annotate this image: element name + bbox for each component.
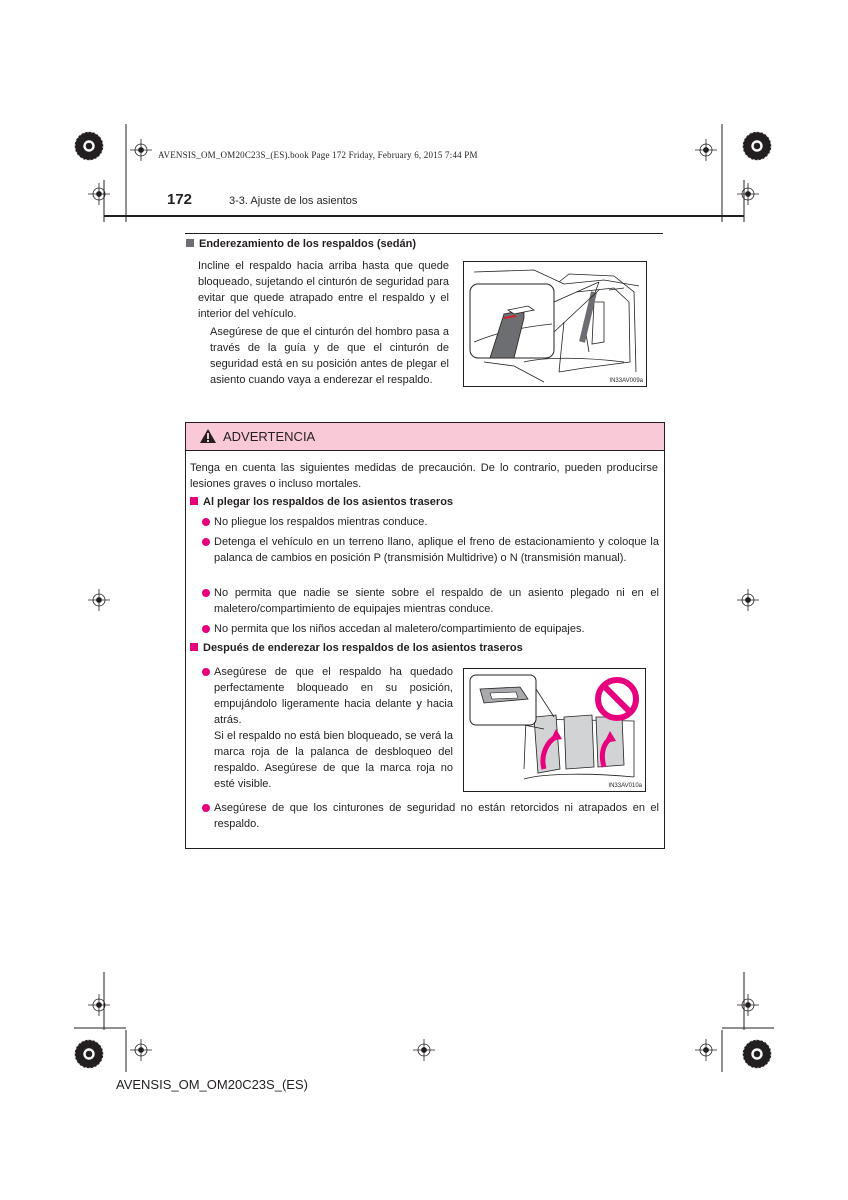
print-metadata: AVENSIS_OM_OM20C23S_(ES).book Page 172 Friday, February 6, 2015 7:44 PM [158,150,478,160]
locked-seatback-figure [463,668,646,792]
gray-square-icon [186,239,194,247]
warning-title: ADVERTENCIA [223,429,316,444]
warning-triangle-icon [199,428,217,444]
warning-bullet: Asegúrese de que el respaldo ha quedado perfectamente bloqueado en su posición, empujándolo ligeramente hacia delante y hacia atrás. [214,664,453,728]
figure-id: IN33AV009a [609,378,643,384]
seatback-illustration [464,262,646,386]
note-paragraph: Asegúrese de que el cinturón del hombro pasa a través de la guía y de que el cinturón de seguridad está en su posición antes de plegar el asiento cuando vaya a enderezar el respaldo. [210,326,449,386]
bullet-dot-icon [202,804,210,812]
warning-bullet: No permita que los niños accedan al maletero/compartimiento de equipajes. [214,621,659,637]
bullet-dot-icon [202,668,210,676]
warning-bullet: No pliegue los respaldos mientras conduce. [214,514,659,530]
pink-square-icon [190,497,198,505]
bullet-dot-icon [202,625,210,633]
topic-rule [185,233,663,234]
page-number: 172 [167,191,193,208]
instruction-paragraph: Incline el respaldo hacia arriba hasta que quede bloqueado, sujetando el cinturón de seguridad para evitar que quede atrapado entre el respaldo y el interior del vehículo. [198,260,449,320]
warning-section2-heading: Después de enderezar los respaldos de los asientos traseros [190,642,523,654]
prohibition-icon [598,680,636,718]
header-rule [104,215,744,217]
warning-bullet-continuation: Si el respaldo no está bien bloqueado, se verá la marca roja de la palanca de desbloqueo del respaldo. Asegúrese de que la marca roja no esté visible. [214,730,453,790]
footer-document-id: AVENSIS_OM_OM20C23S_(ES) [116,1077,308,1092]
bullet-dot-icon [202,538,210,546]
warning-section1-heading: Al plegar los respaldos de los asientos traseros [190,496,453,508]
topic-heading [186,238,416,250]
bullet-dot-icon [202,518,210,526]
figure-id: IN33AV010a [608,783,642,789]
seatback-figure [463,261,647,387]
pink-square-icon [190,643,198,651]
warning-box [185,422,665,849]
warning-bullet: Detenga el vehículo en un terreno llano, aplique el freno de estacionamiento y coloque la palanca de cambios en posición P (transmisión Multidrive) o N (transmisión manual). [214,534,659,566]
warning-bullet: No permita que nadie se siente sobre el respaldo de un asiento plegado ni en el maletero/compartimiento de equipajes mientras conduce. [214,585,659,617]
section-title: 3-3. Ajuste de los asientos [229,195,358,207]
bullet-dot-icon [202,589,210,597]
warning-intro: Tenga en cuenta las siguientes medidas de precaución. De lo contrario, pueden producirse lesiones graves o incluso mortales. [190,462,658,490]
locked-seatback-illustration [464,669,645,791]
topic-heading-text: Enderezamiento de los respaldos (sedán) [199,238,417,250]
warning-header [186,423,664,451]
warning-bullet: Asegúrese de que los cinturones de seguridad no están retorcidos ni atrapados en el respaldo. [214,800,659,832]
